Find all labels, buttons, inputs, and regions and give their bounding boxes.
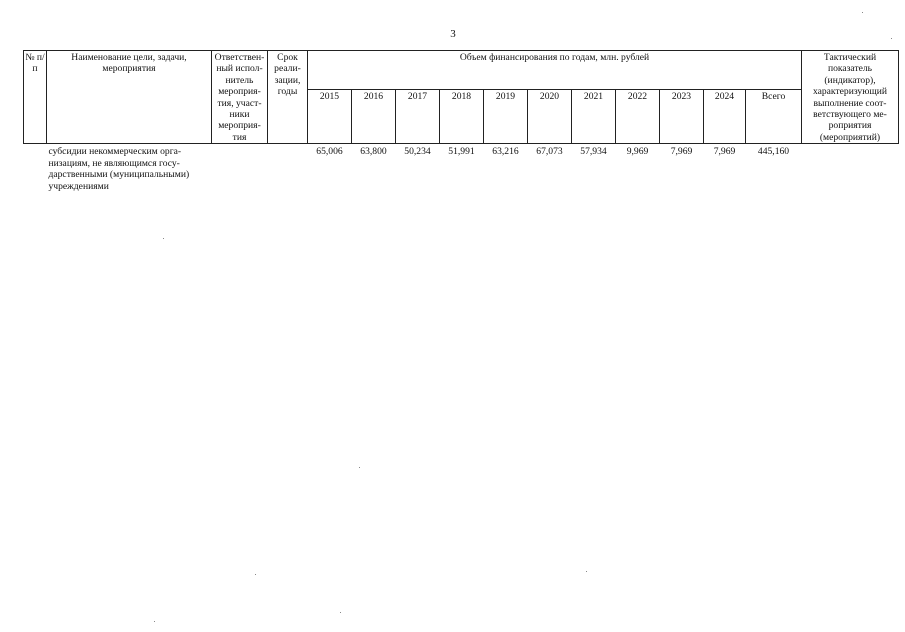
header-name: Наименование цели, задачи, мероприятия [47,51,212,144]
row-name: субсидии некоммерческим орга-низациям, не являющимся госу-дарственными (муниципальными) учреждениями [48,146,190,193]
scan-speck [154,621,155,622]
row-term [268,144,308,193]
value-2018: 51,991 [448,146,475,158]
header-financing: Объем финансирования по годам, млн. рублей [308,51,802,90]
year-2020: 2020 [528,89,572,143]
year-total: Всего [746,89,802,143]
header-num: № п/п [24,51,47,144]
value-2023: 7,969 [670,146,693,158]
year-2023: 2023 [660,89,704,143]
header-row [24,51,899,90]
year-2019: 2019 [484,89,528,143]
scan-speck [862,12,863,13]
year-2017: 2017 [396,89,440,143]
value-2016: 63,800 [360,146,387,158]
year-2024: 2024 [704,89,746,143]
value-2020: 67,073 [536,146,563,158]
value-2015: 65,006 [316,146,343,158]
row-indicator [802,144,899,193]
value-2019: 63,216 [492,146,519,158]
row-responsible [212,144,268,193]
financing-table [23,50,899,193]
header-responsible: Ответствен-ный испол-нитель мероприя-тия, участ-ники мероприя-тия [212,51,268,144]
value-2021: 57,934 [580,146,607,158]
page-number: 3 [450,28,456,40]
scan-speck [340,612,341,613]
scan-speck [163,238,164,239]
year-2022: 2022 [616,89,660,143]
value-2017: 50,234 [404,146,431,158]
table-row [24,144,899,193]
year-2021: 2021 [572,89,616,143]
year-2015: 2015 [308,89,352,143]
scan-speck [586,571,587,572]
header-indicator: Тактический показатель (индикатор), характеризующий выполнение соот-ветствующего ме-роприятия (мероприятий) [802,51,899,144]
value-total: 445,160 [757,146,790,158]
header-term: Срок реали-зации, годы [268,51,308,144]
year-2018: 2018 [440,89,484,143]
value-2022: 9,969 [626,146,649,158]
scan-speck [359,467,360,468]
row-num [24,144,47,193]
scan-speck [891,38,892,39]
value-2024: 7,969 [713,146,736,158]
year-2016: 2016 [352,89,396,143]
scan-speck [255,574,256,575]
